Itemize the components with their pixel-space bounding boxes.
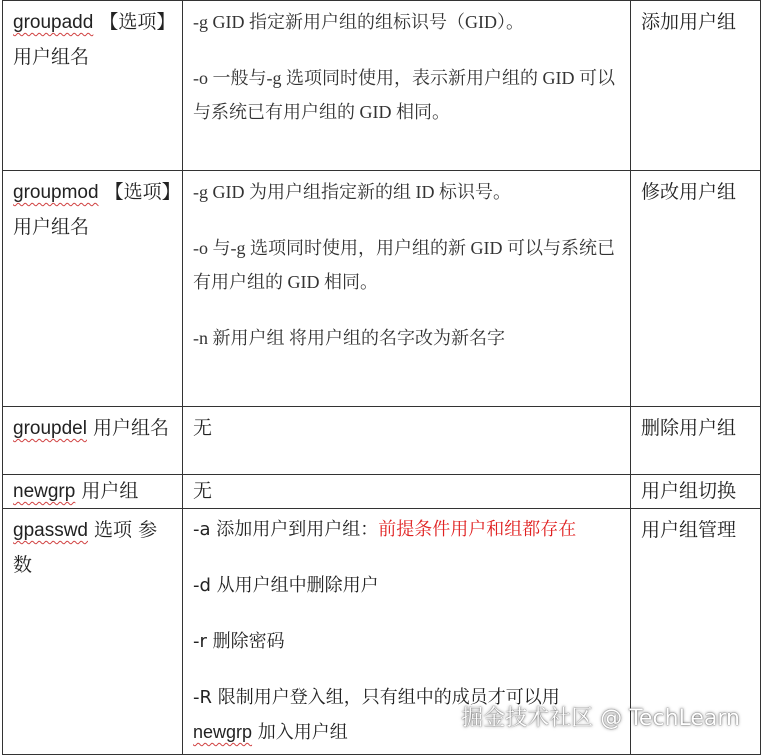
option-text: -o 一般与-g 选项同时使用，表示新用户组的 GID 可以与系统已有用户组的 GID 相同。: [193, 68, 615, 122]
description-cell: 添加用户组: [631, 1, 761, 171]
command-name: newgrp: [13, 481, 76, 502]
table-row: [3, 407, 761, 475]
command-cell: [3, 1, 183, 171]
command-table: [2, 0, 761, 755]
command-cell: [3, 475, 183, 509]
description-cell: 用户组切换: [631, 475, 761, 509]
command-name: newgrp: [193, 722, 253, 742]
option-text: -g GID 指定新用户组的组标识号（GID）。: [193, 12, 524, 32]
option-text: -n 新用户组 将用户组的名字改为新名字: [193, 328, 505, 348]
option-text: -g GID 为用户组指定新的组 ID 标识号。: [193, 182, 511, 202]
command-name: groupmod: [13, 182, 99, 203]
watermark: 掘金技术社区 @ TechLearn: [461, 706, 740, 731]
command-args: 选项 参数: [13, 519, 158, 576]
description-cell: 删除用户组: [631, 407, 761, 475]
command-args: 用户组名: [86, 417, 169, 439]
description-cell: 用户组管理: [631, 509, 761, 755]
command-name: gpasswd: [13, 520, 88, 541]
options-cell: [183, 1, 631, 171]
command-args: 用户组: [75, 480, 139, 502]
option-a-text: -a 添加用户到用户组：: [193, 519, 379, 540]
command-args: 【选项】用户组名: [13, 181, 172, 238]
option-R-suffix: 加入用户组: [252, 722, 348, 743]
command-args: 【选项】用户组名: [13, 11, 166, 68]
table-row: [3, 171, 761, 407]
command-name: groupadd: [13, 12, 94, 33]
table-row: [3, 475, 761, 509]
option-text: [193, 513, 622, 547]
option-text: -r 删除密码: [193, 631, 285, 652]
command-cell: [3, 407, 183, 475]
command-name: groupdel: [13, 418, 87, 439]
options-cell: [183, 171, 631, 407]
command-cell: [3, 509, 183, 755]
command-cell: [3, 171, 183, 407]
description-cell: 修改用户组: [631, 171, 761, 407]
option-R-text: -R 限制用户登入组，只有组中的成员才可以用: [193, 687, 560, 708]
highlight-text: 前提条件用户和组都存在: [378, 519, 577, 540]
options-cell: 无: [183, 475, 631, 509]
table-row: [3, 1, 761, 171]
option-text: -o 与-g 选项同时使用，用户组的新 GID 可以与系统已有用户组的 GID 相同。: [193, 238, 615, 292]
options-cell: 无: [183, 407, 631, 475]
option-text: -d 从用户组中删除用户: [193, 575, 379, 596]
